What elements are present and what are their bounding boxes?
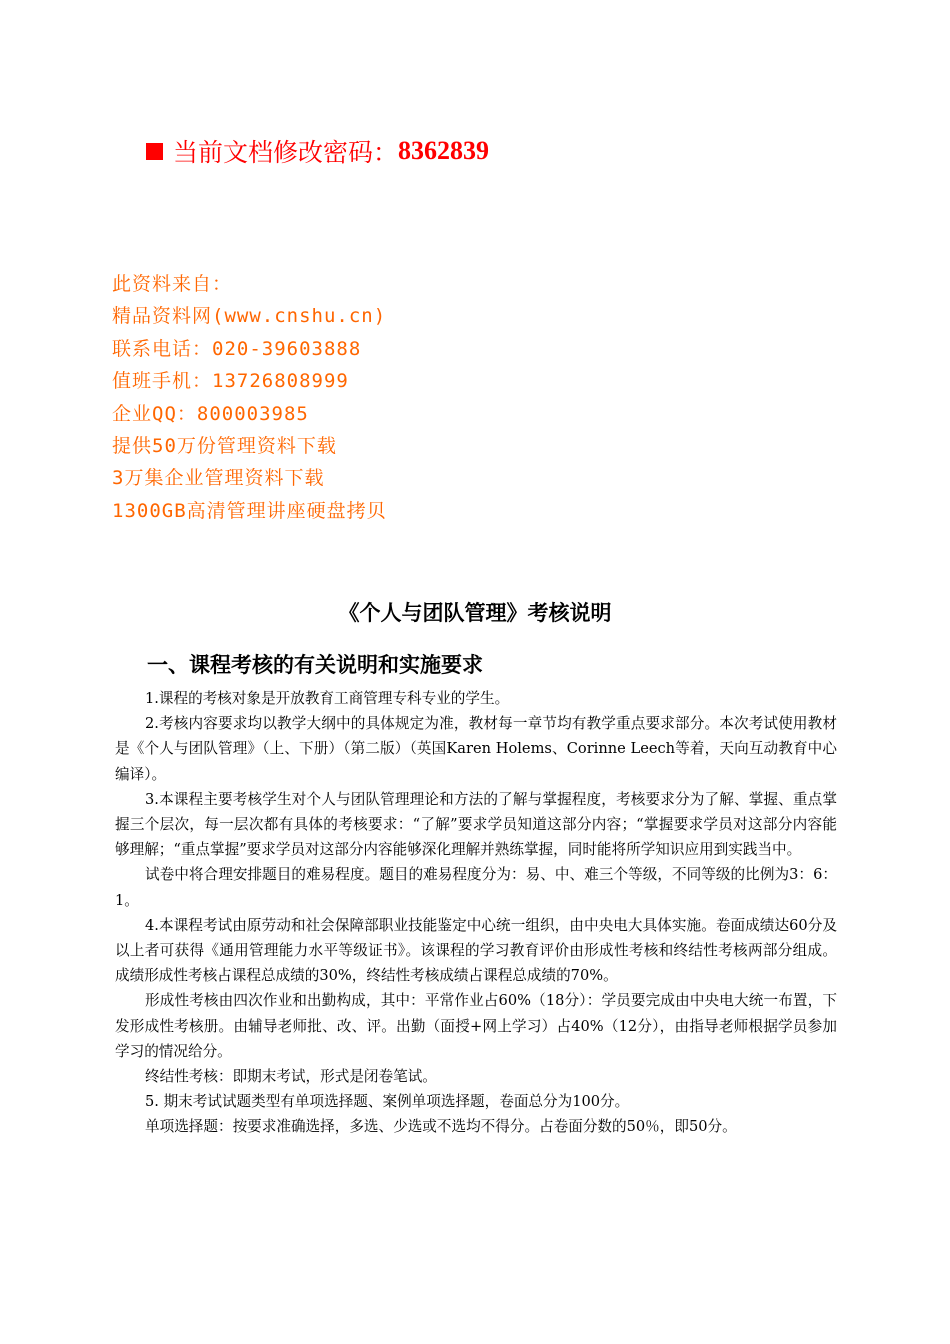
paragraph: 终结性考核：即期末考试，形式是闭卷笔试。 xyxy=(145,1068,437,1086)
paragraph: 试卷中将合理安排题目的难易程度。题目的难易程度分为：易、中、难三个等级，不同等级的比例为3：6：1。 xyxy=(115,866,837,909)
source-line-qq: 企业QQ：800003985 xyxy=(112,402,309,425)
paragraph: 2.考核内容要求均以教学大纲中的具体规定为准，教材每一章节均有教学重点要求部分。本次考试使用教材是《个人与团队管理》（上、下册）（第二版）（英国Karen Holems、Corinne Leech等着，天向互动教育中心编译）。 xyxy=(115,715,837,783)
password-code: 8362839 xyxy=(398,136,490,165)
source-line: 此资料来自： xyxy=(112,273,233,295)
paragraph: 单项选择题：按要求准确选择，多选、少选或不选均不得分。占卷面分数的50％，即50分。 xyxy=(145,1118,737,1136)
source-line-website: 精品资料网(www.cnshu.cn) xyxy=(112,305,387,328)
source-line-offer: 提供50万份管理资料下载 xyxy=(112,434,337,457)
source-line-offer: 3万集企业管理资料下载 xyxy=(112,467,325,490)
document-title: 《个人与团队管理》考核说明 xyxy=(338,600,612,625)
password-notice xyxy=(146,133,489,169)
password-label: 当前文档修改密码： xyxy=(173,138,399,167)
paragraph: 形成性考核由四次作业和出勤构成，其中：平常作业占60%（18分）：学员要完成由中央电大统一布置，下发形成性考核册。由辅导老师批、改、评。出勤（面授+网上学习）占40%（12分），由指导老师根据学员参加学习的情况给分。 xyxy=(115,992,837,1060)
source-line-phone: 联系电话：020-39603888 xyxy=(112,337,362,360)
source-line-offer: 1300GB高清管理讲座硬盘拷贝 xyxy=(112,499,387,522)
paragraph: 1.课程的考核对象是开放教育工商管理专科专业的学生。 xyxy=(145,690,510,707)
source-info-block xyxy=(112,268,387,527)
section-body xyxy=(115,686,837,1140)
source-line-mobile: 值班手机：13726808999 xyxy=(112,370,349,393)
paragraph: 5. 期末考试试题类型有单项选择题、案例单项选择题，卷面总分为100分。 xyxy=(145,1093,630,1111)
section-heading: 一、课程考核的有关说明和实施要求 xyxy=(147,652,483,677)
paragraph: 3.本课程主要考核学生对个人与团队管理理论和方法的了解与掌握程度，考核要求分为了解、掌握、重点掌握三个层次，每一层次都有具体的考核要求：“了解”要求学员知道这部分内容；“掌握要求学员对这部分内容能够理解；“重点掌握”要求学员对这部分内容能够深化理解并熟练掌握，同时能将所学知识应用到实践当中。 xyxy=(115,790,837,859)
red-square-icon xyxy=(146,143,163,160)
paragraph: 4.本课程考试由原劳动和社会保障部职业技能鉴定中心统一组织，由中央电大具体实施。卷面成绩达60分及以上者可获得《通用管理能力水平等级证书》。该课程的学习教育评价由形成性考核和终结性考核两部分组成。成绩形成性考核占课程总成绩的30%，终结性考核成绩占课程总成绩的70%。 xyxy=(115,916,837,985)
